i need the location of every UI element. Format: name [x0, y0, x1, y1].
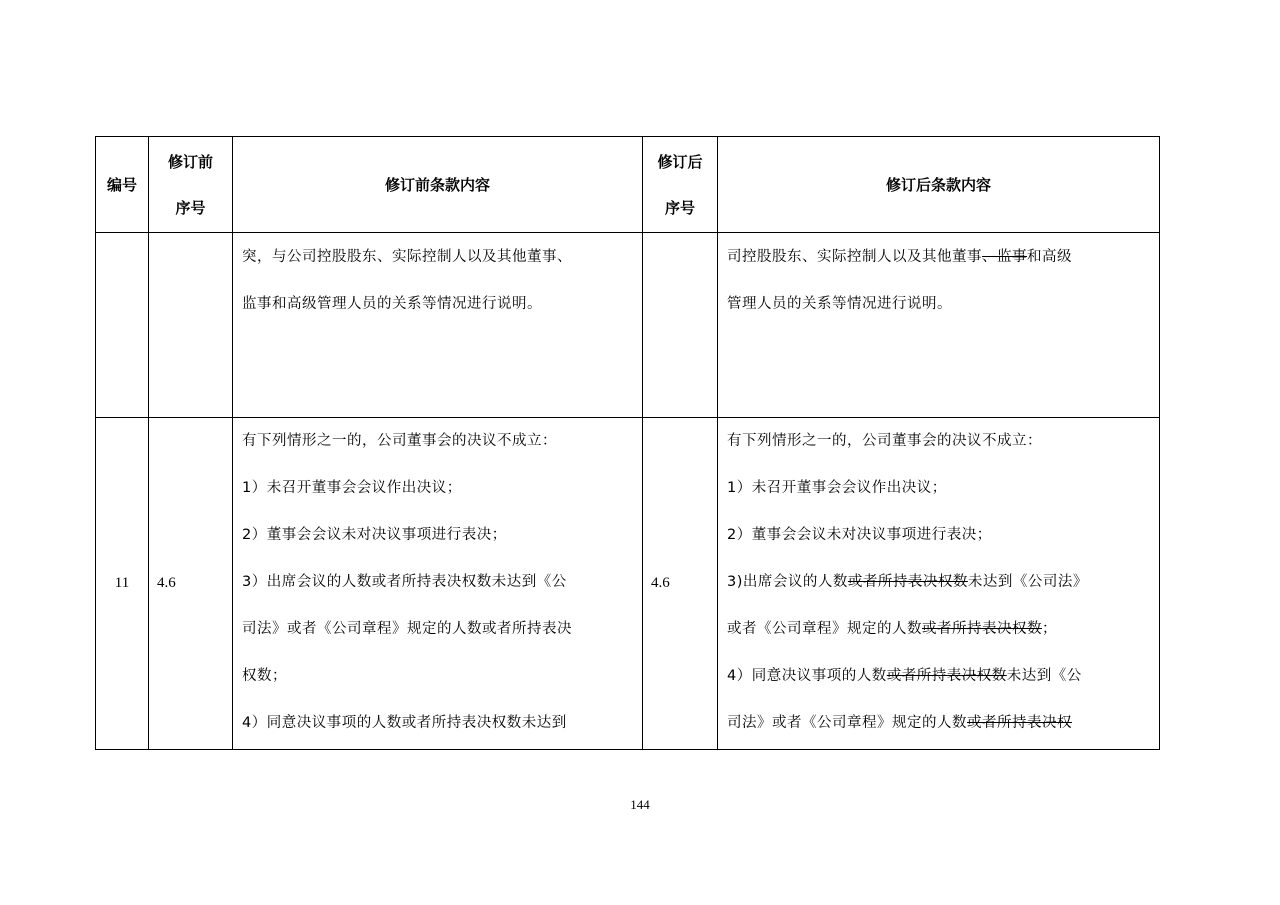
header-row [96, 137, 1160, 233]
text-span: 有下列情形之一的，公司董事会的决议不成立： [727, 433, 1042, 449]
text-line: 司法》或者《公司章程》规定的人数或者所持表决 [242, 621, 572, 637]
text-span: 2）董事会会议未对决议事项进行表决； [727, 527, 992, 543]
row-before-seq: 4.6 [149, 418, 233, 750]
row-no [96, 233, 149, 418]
row-after-seq [643, 233, 718, 418]
text-line [727, 281, 1153, 328]
row-no: 11 [96, 418, 149, 750]
text-line [727, 606, 1153, 653]
text-span: 或者《公司章程》规定的人数 [727, 621, 922, 637]
row-after-content [718, 418, 1160, 750]
text-line [727, 234, 1153, 281]
after-lines [718, 233, 1159, 328]
before-lines [233, 233, 642, 328]
text-span: 1）未召开董事会会议作出决议； [727, 480, 947, 496]
row-before-content [233, 418, 643, 750]
header-after-content: 修订后条款内容 [718, 137, 1160, 233]
text-line: 3）出席会议的人数或者所持表决权数未达到《公 [242, 574, 567, 590]
table-row [96, 418, 1160, 750]
text-span: 3)出席会议的人数 [727, 574, 848, 590]
text-line [727, 653, 1153, 700]
header-before-seq-line1: 修订前 [167, 152, 213, 171]
row-before-seq [149, 233, 233, 418]
text-line: 4）同意决议事项的人数或者所持表决权数未达到 [242, 715, 567, 731]
header-after-seq-line2: 序号 [664, 198, 695, 217]
text-span: 管理人员的关系等情况进行说明。 [727, 296, 952, 312]
header-after-seq [643, 137, 718, 233]
text-line [727, 559, 1153, 606]
after-lines [718, 418, 1159, 747]
deleted-text: 或者所持表决权数 [922, 621, 1042, 637]
header-after-seq-line1: 修订后 [657, 152, 703, 171]
text-span: 未达到《公 [1006, 668, 1082, 684]
row-after-content [718, 233, 1160, 418]
before-lines [233, 418, 642, 747]
page-number: 144 [630, 797, 650, 812]
revision-table [95, 136, 1160, 750]
text-line: 监事和高级管理人员的关系等情况进行说明。 [242, 296, 542, 312]
deleted-text: 、监事 [982, 249, 1027, 265]
text-line: 突，与公司控股股东、实际控制人以及其他董事、 [242, 249, 572, 265]
row-before-content [233, 233, 643, 418]
text-span: ； [1042, 621, 1057, 637]
deleted-text: 或者所持表决权数 [847, 574, 968, 590]
row-after-seq: 4.6 [643, 418, 718, 750]
text-span: 4）同意决议事项的人数 [727, 668, 887, 684]
deleted-text: 或者所持表决权 [967, 715, 1072, 731]
text-line [727, 465, 1153, 512]
text-span: 未达到《公司法》 [967, 574, 1088, 590]
header-no: 编号 [96, 137, 149, 233]
text-line: 有下列情形之一的，公司董事会的决议不成立： [242, 433, 557, 449]
text-span: 和高级 [1027, 249, 1072, 265]
text-line [727, 700, 1153, 747]
text-line [727, 512, 1153, 559]
header-before-seq-line2: 序号 [175, 198, 206, 217]
text-line [727, 418, 1153, 465]
deleted-text: 或者所持表决权数 [886, 668, 1007, 684]
text-span: 司控股股东、实际控制人以及其他董事 [727, 249, 982, 265]
text-line: 1）未召开董事会会议作出决议； [242, 480, 462, 496]
header-before-seq [149, 137, 233, 233]
text-span: 司法》或者《公司章程》规定的人数 [727, 715, 967, 731]
header-before-content: 修订前条款内容 [233, 137, 643, 233]
table-row [96, 233, 1160, 418]
text-line: 权数； [242, 668, 287, 684]
text-line: 2）董事会会议未对决议事项进行表决； [242, 527, 507, 543]
